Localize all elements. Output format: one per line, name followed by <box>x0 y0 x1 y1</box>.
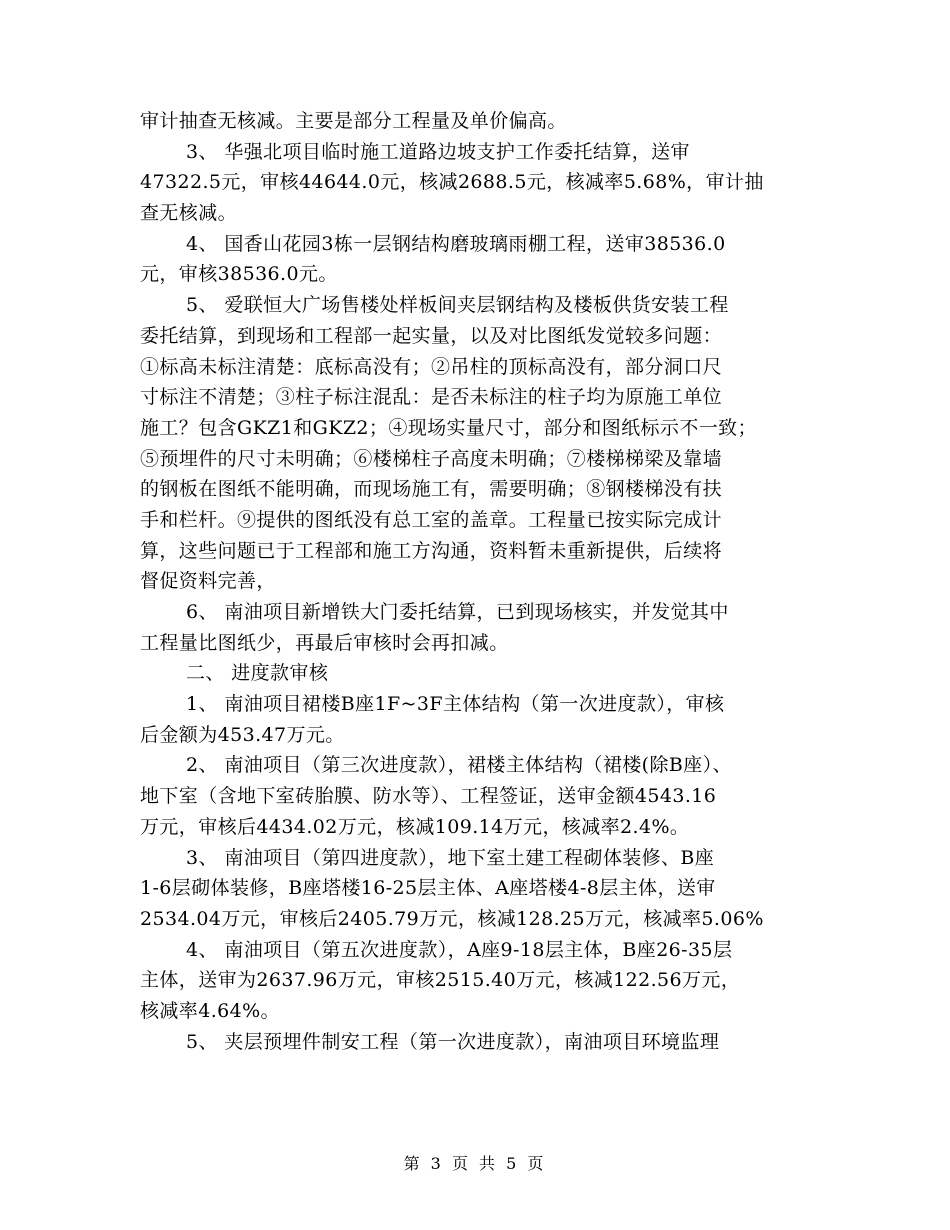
text-line: 3、 华强北项目临时施工道路边坡支护工作委托结算，送审 <box>186 140 690 163</box>
text-line: 4、 国香山花园3栋一层钢结构磨玻璃雨棚工程，送审38536.0 <box>186 232 726 255</box>
text-line: 4、 南油项目（第五次进度款），A座9-18层主体，B座26-35层 <box>186 938 733 961</box>
text-line: 施工？包含GKZ1和GKZ2；④现场实量尺寸，部分和图纸标示不一致； <box>140 416 757 439</box>
text-line: 地下室（含地下室砖胎膜、防水等）、工程签证，送审金额4543.16 <box>140 785 717 808</box>
text-line: 5、 爱联恒大广场售楼处样板间夹层钢结构及楼板供货安装工程 <box>186 294 729 317</box>
text-line: 1、 南油项目裙楼B座1F~3F主体结构（第一次进度款），审核 <box>186 693 725 716</box>
document-body <box>140 106 820 1057</box>
text-line: 元，审核38536.0元。 <box>140 263 338 286</box>
text-line: 1-6层砌体装修，B座塔楼16-25层主体、A座塔楼4-8层主体，送审 <box>140 877 716 900</box>
page-footer: 第 3 页 共 5 页 <box>403 1154 547 1173</box>
text-line: 主体，送审为2637.96万元，审核2515.40万元，核减122.56万元， <box>140 969 741 992</box>
text-line: 审计抽查无核减。主要是部分工程量及单价偏高。 <box>140 110 567 132</box>
text-line: 2534.04万元，审核后2405.79万元，核减128.25万元，核减率5.06% <box>140 907 764 930</box>
text-line: 后金额为453.47万元。 <box>140 723 345 746</box>
text-line: 47322.5元，审核44644.0元，核减2688.5元，核减率5.68%，审计抽 <box>140 171 764 194</box>
text-line: 委托结算，到现场和工程部一起实量，以及对比图纸发觉较多问题： <box>140 324 723 347</box>
text-line: ⑤预埋件的尺寸未明确；⑥楼梯柱子高度未明确；⑦楼梯梯梁及靠墙 <box>140 447 723 470</box>
text-line: 3、 南油项目（第四进度款），地下室土建工程砌体装修、B座 <box>186 846 715 869</box>
text-line: 5、 夹层预埋件制安工程（第一次进度款），南油项目环境监理 <box>186 1030 720 1053</box>
text-line: 万元，审核后4434.02万元，核减109.14万元，核减率2.4%。 <box>140 815 690 838</box>
text-line: 手和栏杆。⑨提供的图纸没有总工室的盖章。工程量已按实际完成计 <box>140 508 723 531</box>
text-line: 算，这些问题已于工程部和施工方沟通，资料暂未重新提供，后续将 <box>140 539 723 562</box>
text-line: 2、 南油项目（第三次进度款），裙楼主体结构（裙楼(除B座）、 <box>186 754 732 777</box>
text-line: 6、 南油项目新增铁大门委托结算，已到现场核实，并发觉其中 <box>186 601 729 623</box>
text-line: 核减率4.64%。 <box>140 999 280 1022</box>
text-line: ①标高未标注清楚：底标高没有；②吊柱的顶标高没有，部分洞口尺 <box>140 355 723 378</box>
text-line: 的钢板在图纸不能明确，而现场施工有，需要明确；⑧钢楼梯没有扶 <box>140 478 723 501</box>
text-line: 督促资料完善， <box>140 570 276 593</box>
text-line: 工程量比图纸少，再最后审核时会再扣减。 <box>140 631 509 654</box>
text-line: 查无核减。 <box>140 202 238 225</box>
text-line: 寸标注不清楚；③柱子标注混乱：是否未标注的柱子均为原施工单位 <box>140 386 723 409</box>
section-heading: 二、 进度款审核 <box>186 662 329 685</box>
